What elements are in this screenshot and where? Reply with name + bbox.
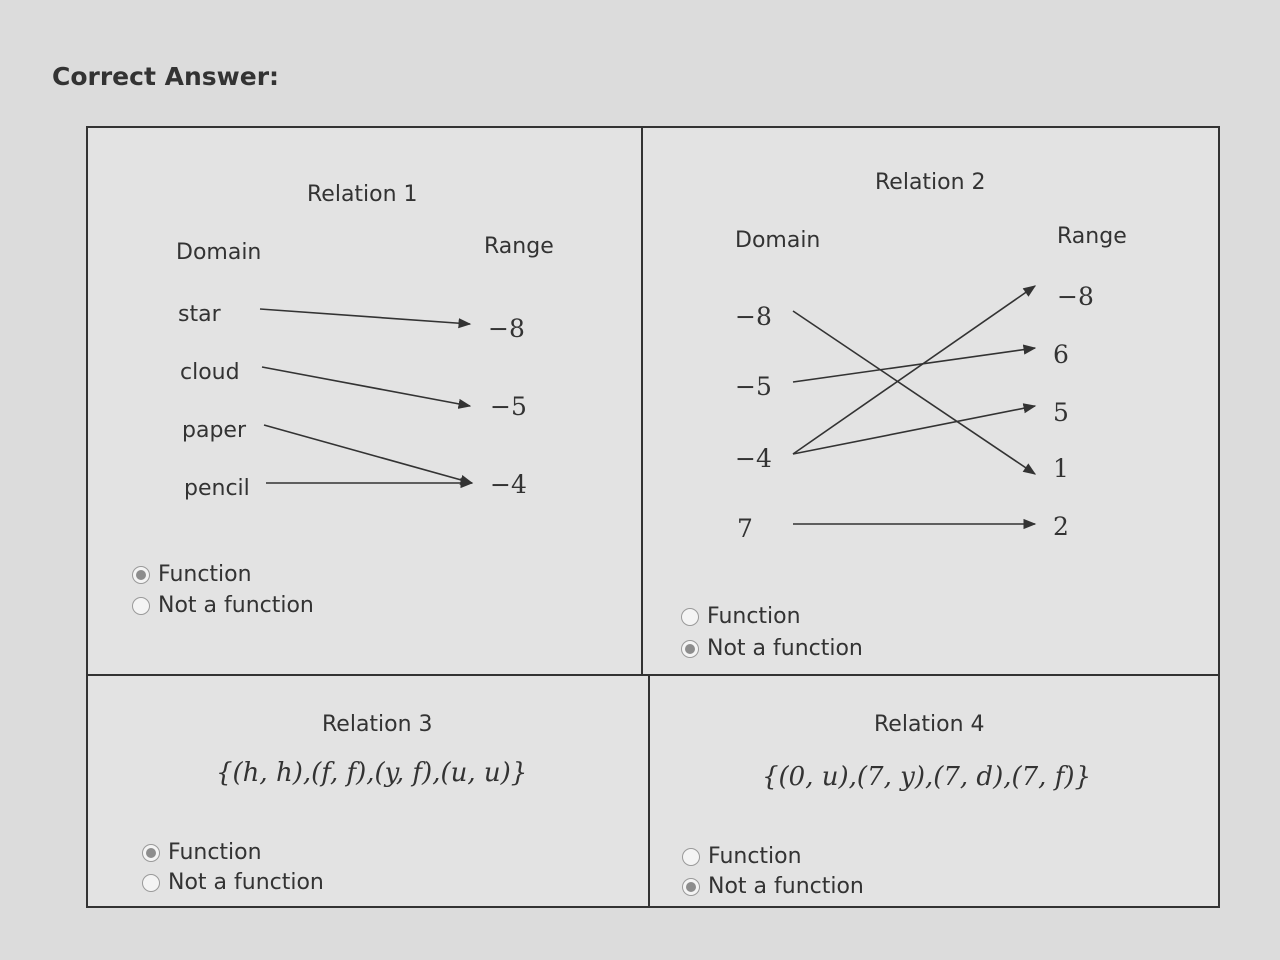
relation-1-domain-item: cloud: [180, 360, 240, 385]
relation-2-domain-label: Domain: [735, 228, 821, 253]
relation-2-domain-item: −8: [735, 302, 772, 331]
option-label: Not a function: [168, 870, 324, 895]
radio-button[interactable]: [132, 597, 150, 615]
relation-2-range-item: 1: [1053, 454, 1069, 483]
relation-1-domain-item: paper: [182, 418, 246, 443]
relation-2-range-item: 5: [1053, 398, 1069, 427]
relation-1-range-label: Range: [484, 234, 554, 259]
radio-button[interactable]: [142, 874, 160, 892]
relation-2-arrow: [793, 348, 1035, 382]
radio-button[interactable]: [682, 878, 700, 896]
relation-2-range-item: −8: [1057, 282, 1094, 311]
option-label: Function: [158, 562, 252, 587]
relation-1-domain-item: star: [178, 302, 221, 327]
relation-2-domain-item: −4: [735, 444, 772, 473]
relation-1-range-item: −4: [490, 470, 527, 499]
relation-1-arrow: [260, 309, 470, 324]
option-label: Not a function: [707, 636, 863, 661]
relations-grid: [86, 126, 1220, 908]
relation-2-title: Relation 2: [875, 170, 986, 195]
relation-3-cell: [106, 676, 650, 908]
relation-4-title: Relation 4: [874, 712, 985, 737]
radio-button[interactable]: [681, 640, 699, 658]
relation-1-title: Relation 1: [307, 182, 418, 207]
relation-1-option-function[interactable]: [132, 562, 252, 587]
relation-2-range-item: 2: [1053, 512, 1069, 541]
option-label: Function: [708, 844, 802, 869]
relation-2-option-function[interactable]: [681, 604, 801, 629]
relation-1-range-item: −8: [488, 314, 525, 343]
relation-3-set: {(h, h),(f, f),(y, f),(u, u)}: [216, 758, 528, 788]
relation-2-arrow: [793, 311, 1035, 474]
relation-1-arrow: [262, 367, 470, 406]
relation-2-domain-item: −5: [735, 372, 772, 401]
relation-2-arrows: [643, 128, 1218, 676]
relation-3-option-not-function[interactable]: [142, 870, 324, 895]
relation-3-option-function[interactable]: [142, 840, 262, 865]
radio-button[interactable]: [681, 608, 699, 626]
relation-2-option-not-function[interactable]: [681, 636, 863, 661]
relation-1-cell: [88, 128, 643, 676]
relation-2-range-label: Range: [1057, 224, 1127, 249]
relation-3-title: Relation 3: [322, 712, 433, 737]
option-label: Not a function: [158, 593, 314, 618]
relation-4-option-function[interactable]: [682, 844, 802, 869]
option-label: Function: [707, 604, 801, 629]
relation-1-domain-label: Domain: [176, 240, 262, 265]
relation-4-option-not-function[interactable]: [682, 874, 864, 899]
radio-button[interactable]: [132, 566, 150, 584]
correct-answer-heading: Correct Answer:: [52, 62, 280, 91]
relation-4-cell: [650, 676, 1218, 908]
relation-4-set: {(0, u),(7, y),(7, d),(7, f)}: [762, 762, 1092, 792]
radio-button[interactable]: [142, 844, 160, 862]
relation-2-range-item: 6: [1053, 340, 1069, 369]
relation-2-arrow: [793, 286, 1035, 454]
relation-1-option-not-function[interactable]: [132, 593, 314, 618]
relation-2-domain-item: 7: [737, 514, 753, 543]
relation-1-range-item: −5: [490, 392, 527, 421]
relation-2-cell: [643, 128, 1218, 676]
option-label: Function: [168, 840, 262, 865]
relation-2-arrow: [793, 406, 1035, 454]
option-label: Not a function: [708, 874, 864, 899]
relation-1-arrow: [264, 425, 472, 483]
radio-button[interactable]: [682, 848, 700, 866]
relation-1-domain-item: pencil: [184, 476, 250, 501]
